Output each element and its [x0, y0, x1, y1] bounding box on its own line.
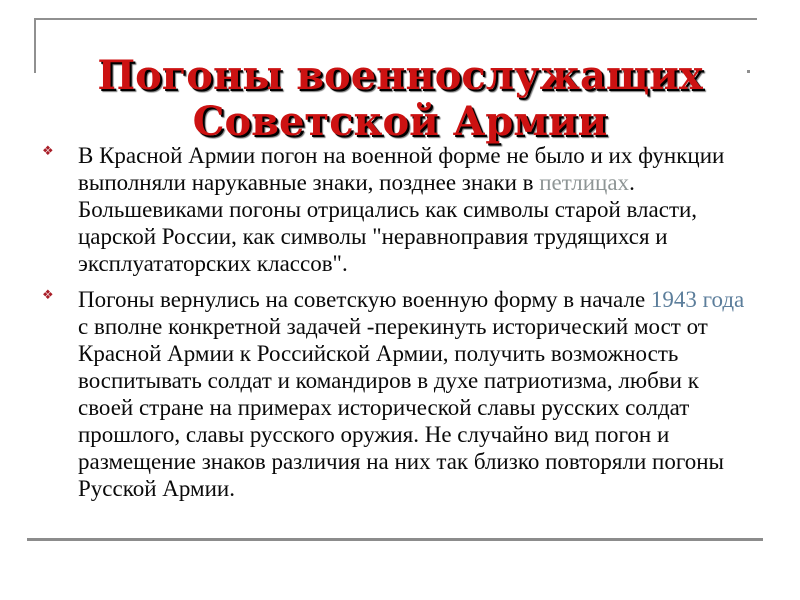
diamond-bullet-icon: ❖ — [42, 288, 54, 303]
slide-body — [40, 142, 756, 511]
hyperlink-1943-goda[interactable]: 1943 года — [650, 287, 745, 312]
bullet-1-text-start: В Красной Армии погон на военной форме не было и их функции выполняли нарукавные знаки, позднее знаки в — [78, 143, 725, 195]
bullet-2-text-start: Погоны вернулись на советскую военную форму в начале — [78, 287, 651, 312]
bullet-1-text-end: . Большевиками погоны отрицались как символы старой власти, царской России, как символы "неравноправия трудящихся и эксплуататорских классов". — [78, 170, 698, 276]
page-title — [40, 53, 760, 145]
top-horizontal-rule — [34, 18, 757, 20]
bullet-item-1 — [40, 142, 756, 277]
left-vertical-rule — [34, 18, 36, 73]
diamond-bullet-icon: ❖ — [42, 144, 54, 159]
bottom-horizontal-rule — [27, 538, 763, 541]
title-line-2: Советской Армии — [192, 97, 608, 145]
bullet-2-text-end: с вполне конкретной задачей -перекинуть исторический мост от Красной Армии к Российской Армии, получить возможность воспитывать солдат и командиров в духе патриотизма, любви к своей стране на примерах исторической славы русских солдат прошлого, славы русского оружия. Не случайно вид погон и размещение знаков различия на них так близко повторяли погоны Русской Армии. — [78, 314, 724, 501]
bullet-item-2 — [40, 286, 756, 502]
hyperlink-petlitsy[interactable]: петлицах — [539, 170, 630, 195]
bullet-list — [40, 142, 756, 502]
title-line-1: Погоны военнослужащих — [97, 51, 703, 99]
